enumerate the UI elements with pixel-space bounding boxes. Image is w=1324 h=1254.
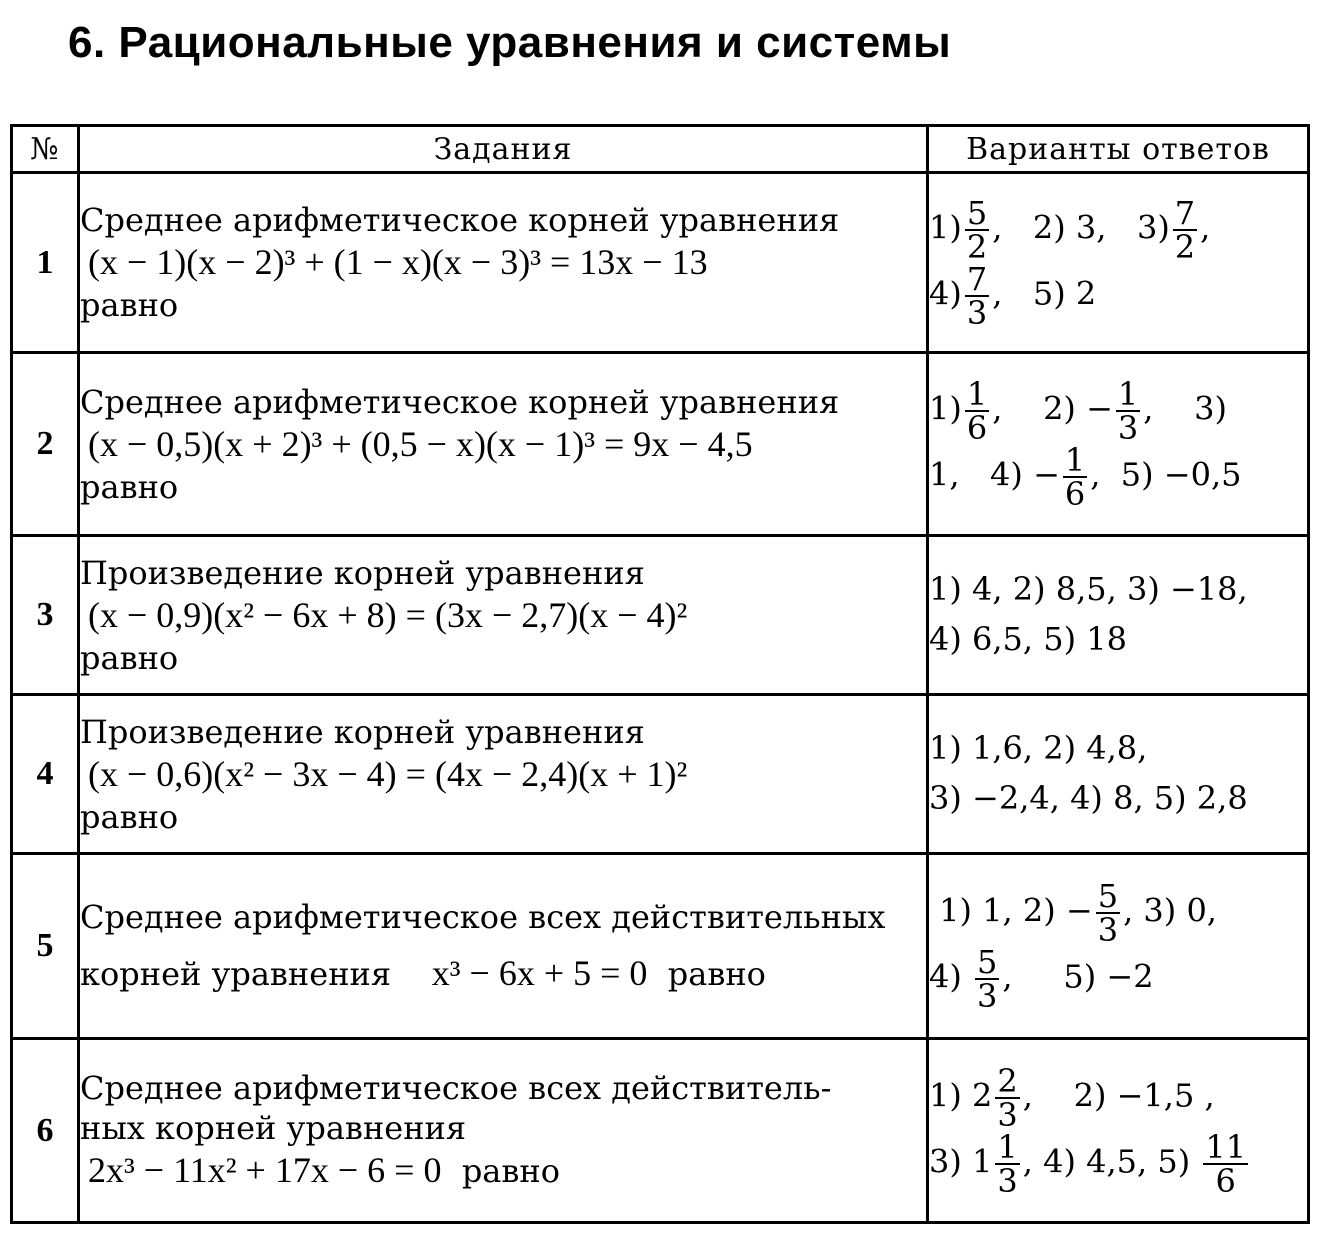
table-row (12, 353, 1309, 536)
task-formula: (x − 0,9)(x² − 6x + 8) = (3x − 2,7)(x − 4)² (88, 594, 688, 635)
fraction: $\frac{1}{6}$ (966, 375, 988, 447)
task-text: равно (80, 797, 179, 836)
task-text: Среднее арифметическое корней уравнения (80, 382, 840, 421)
answer-line: 1) $\frac{1}{6}$ , 2) − $\frac{1}{3}$ , 3) (929, 375, 1227, 447)
answers-cell (928, 1039, 1309, 1223)
header-num: № (12, 126, 79, 173)
fraction: $\frac{1}{6}$ (1064, 441, 1086, 513)
task-text: Среднее арифметическое корней уравнения (80, 201, 840, 239)
task-formula: (x − 1)(x − 2)³ + (1 − x)(x − 3)³ = 13x − 13 (88, 242, 708, 282)
task-formula: (x − 0,5)(x + 2)³ + (0,5 − x)(x − 1)³ = 9x − 4,5 (88, 423, 753, 464)
answer-label: 4) (929, 957, 962, 996)
table-row (12, 536, 1309, 695)
answer-label: 1) (929, 1076, 962, 1114)
task-text: 2x³ − 11x² + 17x − 6 = 0 равно (80, 1148, 926, 1193)
task-formula: x³ − 6x + 5 = 0 (431, 952, 648, 993)
answers-cell (928, 695, 1309, 854)
fraction: $\frac{2}{3}$ (997, 1061, 1018, 1134)
answer-label: 4) (929, 274, 962, 312)
answer-line: 3) 1 $\frac{1}{3}$ , 4) 4,5, 5) $\frac{11}{6}$ (929, 1127, 1247, 1200)
answer-option: 5) −0,5 (1120, 455, 1242, 494)
answer-line: 4) $\frac{5}{3}$ , 5) −2 (929, 943, 1154, 1015)
task-text: равно (80, 638, 179, 677)
answer-option: 2) 3, (1032, 208, 1107, 246)
task-formula: 2x³ − 11x² + 17x − 6 = 0 (88, 1150, 442, 1190)
answer-line: 1) 2 $\frac{2}{3}$ , 2) −1,5 , (929, 1061, 1215, 1134)
task-text: равно (80, 467, 179, 506)
answer-label: 2) − (1043, 389, 1113, 428)
answer-line: 4) 6,5, 5) 18 (929, 620, 1127, 658)
fraction: $\frac{1}{3}$ (997, 1127, 1018, 1200)
fraction: $\frac{5}{3}$ (1097, 877, 1119, 949)
header-task: Задания (79, 126, 928, 173)
answer-line: 1) 1,6, 2) 4,8, (929, 729, 1148, 768)
answer-label: 3) (1136, 208, 1170, 246)
task-number: 5 (12, 854, 79, 1039)
table-row (12, 173, 1309, 353)
task-cell (79, 173, 928, 353)
answer-line: 1, 4) − $\frac{1}{6}$ , 5) −0,5 (929, 441, 1242, 513)
task-text: Произведение корней уравнения (80, 553, 645, 592)
task-number: 2 (12, 353, 79, 536)
task-number: 1 (12, 173, 79, 353)
header-answers: Варианты ответов (928, 126, 1309, 173)
task-text: Среднее арифметическое всех действительных (80, 897, 886, 936)
table-header-row (12, 126, 1309, 173)
fraction: $\frac{7}{2}$ (1174, 193, 1196, 266)
fraction: $\frac{5}{2}$ (966, 193, 988, 266)
tasks-table (10, 124, 1310, 1224)
task-number: 6 (12, 1039, 79, 1223)
answer-label: 3) (1194, 389, 1227, 428)
answer-label: 1) (929, 208, 962, 246)
task-cell (79, 353, 928, 536)
answer-option: 1, (929, 455, 960, 494)
answer-option: 5) 2 (1032, 274, 1097, 312)
task-cell (79, 854, 928, 1039)
answer-line: 4) $\frac{7}{3}$ , 5) 2 (929, 259, 1097, 332)
task-text: корней уравнения x³ − 6x + 5 = 0 равно (80, 952, 766, 993)
table-row (12, 854, 1309, 1039)
answer-line: 1) $\frac{5}{2}$ , 2) 3, 3) $\frac{7}{2}$ , (929, 193, 1211, 266)
task-number: 3 (12, 536, 79, 695)
fraction: $\frac{7}{3}$ (966, 259, 988, 332)
answers-cell (928, 536, 1309, 695)
fraction: $\frac{11}{6}$ (1205, 1127, 1247, 1200)
answers-cell (928, 854, 1309, 1039)
task-cell (79, 695, 928, 854)
table-row (12, 695, 1309, 854)
table-row (12, 1039, 1309, 1223)
answers-cell (928, 173, 1309, 353)
answer-line: 1) 4, 2) 8,5, 3) −18, (929, 570, 1248, 609)
answer-label: 4) − (990, 455, 1060, 494)
task-number: 4 (12, 695, 79, 854)
answer-label: 1) (929, 389, 962, 428)
task-text: ных корней уравнения (80, 1109, 467, 1147)
answer-line: 1) 1, 2) − $\frac{5}{3}$ , 3) 0, (939, 877, 1217, 949)
task-cell (79, 1039, 928, 1223)
task-text: Произведение корней уравнения (80, 712, 645, 751)
task-text: Среднее арифметическое всех действитель- (80, 1069, 832, 1107)
answer-option: 5) −2 (1063, 957, 1154, 996)
fraction: $\frac{1}{3}$ (1117, 375, 1139, 447)
task-text: равно (80, 286, 179, 324)
answers-cell (928, 353, 1309, 536)
answer-label: 3) (929, 1142, 962, 1180)
answer-option: 2) −1,5 , (1073, 1076, 1215, 1114)
task-formula: (x − 0,6)(x² − 3x − 4) = (4x − 2,4)(x + 1)² (88, 753, 688, 794)
task-cell (79, 536, 928, 695)
fraction: $\frac{5}{3}$ (977, 943, 998, 1015)
answer-line: 3) −2,4, 4) 8, 5) 2,8 (929, 779, 1248, 817)
page-title: 6. Рациональные уравнения и системы (68, 18, 952, 67)
